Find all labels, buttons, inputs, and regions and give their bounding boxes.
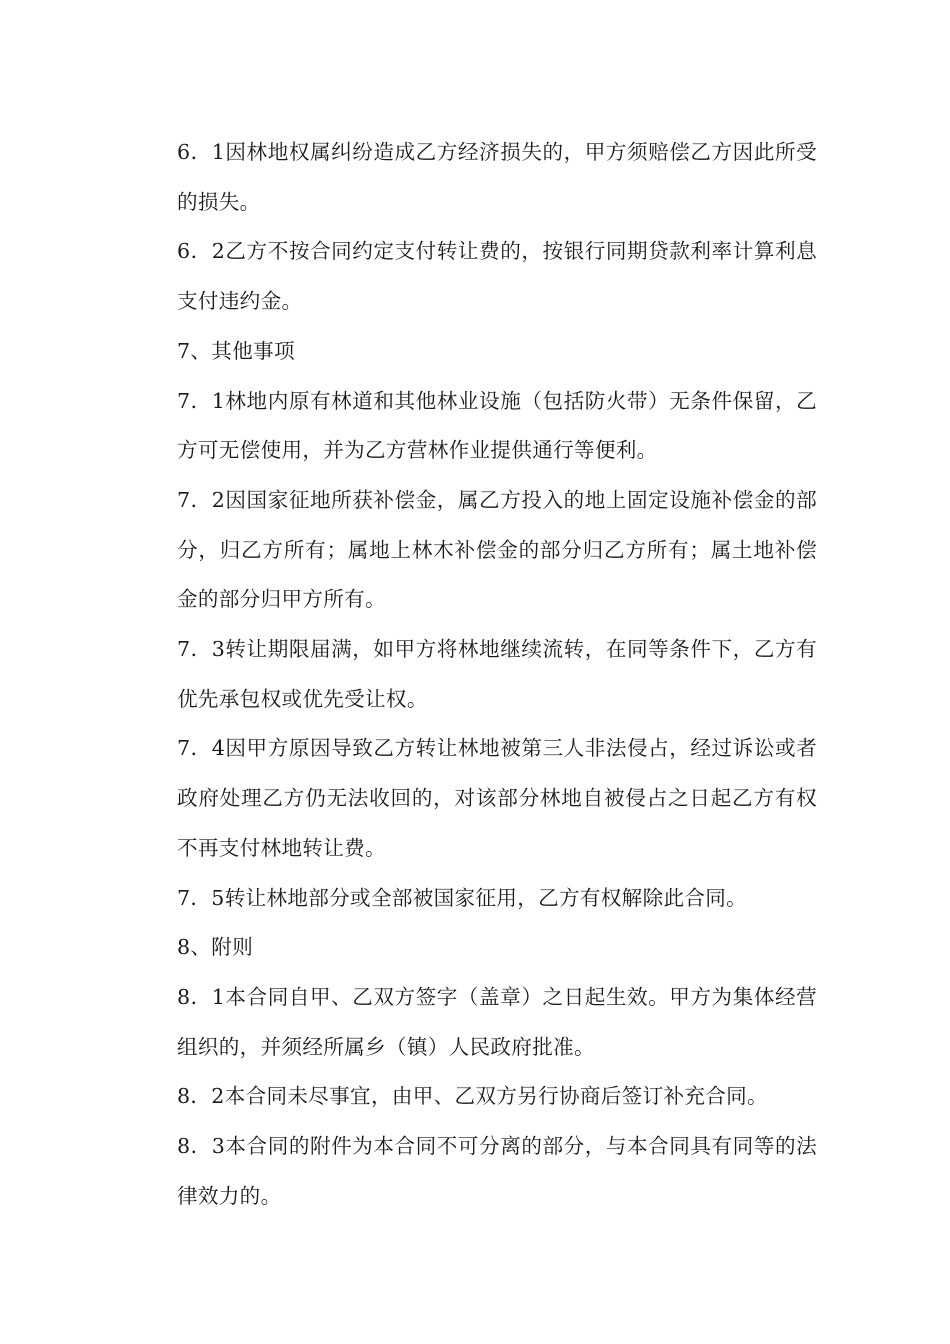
section-8-heading: 8、附则 [177,935,254,960]
clause-7-2: 7．2因国家征地所获补偿金，属乙方投入的地上固定设施补偿金的部分，归乙方所有；属地上林木补偿金的部分归乙方所有；属土地补偿金的部分归甲方所有。 [177,487,817,612]
clause-8-3: 8．3本合同的附件为本合同不可分离的部分，与本合同具有同等的法律效力的。 [177,1134,817,1208]
clause-7-3: 7．3转让期限届满，如甲方将林地继续流转，在同等条件下，乙方有优先承包权或优先受让权。 [177,637,817,711]
section-7-heading: 7、其他事项 [177,338,295,363]
clause-6-2: 6．2乙方不按合同约定支付转让费的，按银行同期贷款利率计算利息支付违约金。 [177,239,817,314]
clause-7-1: 7．1林地内原有林道和其他林业设施（包括防火带）无条件保留，乙方可无偿使用，并为乙方营林作业提供通行等便利。 [177,388,817,463]
clause-8-1: 8．1本合同自甲、乙双方签字（盖章）之日起生效。甲方为集体经营组织的，并须经所属乡（镇）人民政府批准。 [177,984,817,1059]
clause-7-4: 7．4因甲方原因导致乙方转让林地被第三人非法侵占，经过诉讼或者政府处理乙方仍无法收回的，对该部分林地自被侵占之日起乙方有权不再支付林地转让费。 [177,736,817,860]
document-body [177,128,817,1221]
clause-7-5: 7．5转让林地部分或全部被国家征用，乙方有权解除此合同。 [177,885,748,910]
clause-8-2: 8．2本合同未尽事宜，由甲、乙双方另行协商后签订补充合同。 [177,1084,768,1109]
clause-6-1: 6．1因林地权属纠纷造成乙方经济损失的，甲方须赔偿乙方因此所受的损失。 [177,140,817,214]
